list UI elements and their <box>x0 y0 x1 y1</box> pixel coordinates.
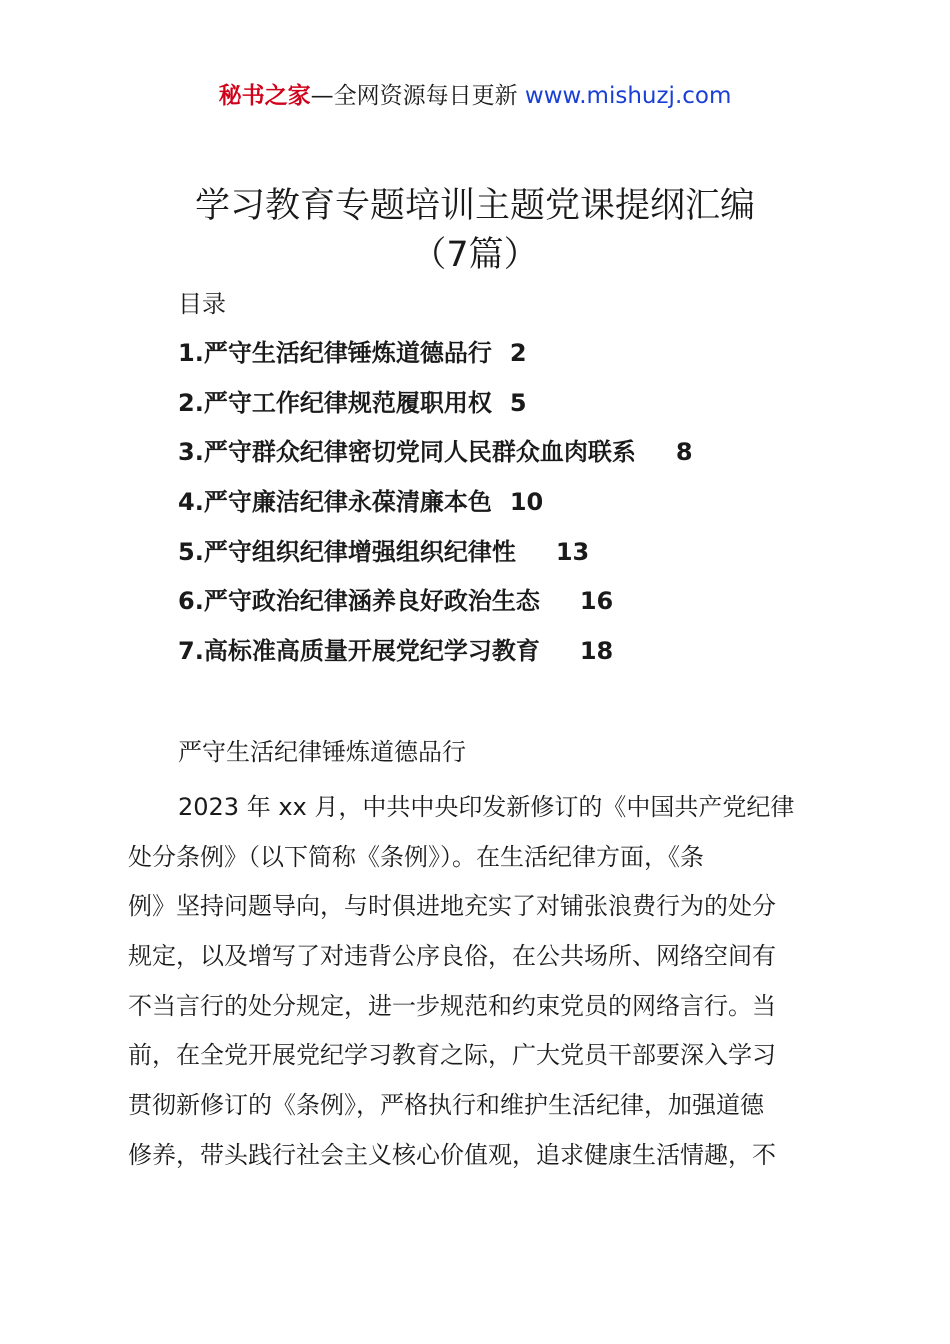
toc-item-page: 8 <box>675 438 693 467</box>
paragraph-line: 处分条例》（以下简称《条例》）。在生活纪律方面，《条 <box>128 842 704 871</box>
document-subtitle: （7篇） <box>411 235 539 275</box>
toc-item-label: 6.严守政治纪律涵养良好政治生态 <box>178 587 540 616</box>
toc-item-page: 18 <box>579 637 614 666</box>
toc-item-page: 16 <box>579 587 614 616</box>
section-title: 严守生活纪律锤炼道德品行 <box>178 738 466 766</box>
site-url-link[interactable]: www.mishuzj.com <box>524 83 732 109</box>
toc-item-label: 5.严守组织纪律增强组织纪律性 <box>178 537 516 566</box>
toc-item-4[interactable] <box>178 485 693 535</box>
toc-item-1[interactable] <box>178 336 693 386</box>
site-header <box>0 80 950 112</box>
toc-item-page: 5 <box>509 388 527 417</box>
paragraph-line: 不当言行的处分规定，进一步规范和约束党员的网络言行。当 <box>128 991 776 1020</box>
body-paragraph <box>128 783 832 1181</box>
toc-item-page: 13 <box>555 537 590 566</box>
paragraph-line: 例》坚持问题导向，与时俱进地充实了对铺张浪费行为的处分 <box>128 892 776 921</box>
paragraph-line: 前，在全党开展党纪学习教育之际，广大党员干部要深入学习 <box>128 1041 776 1070</box>
toc-item-7[interactable] <box>178 634 693 684</box>
toc-item-2[interactable] <box>178 386 693 436</box>
toc-item-6[interactable] <box>178 584 693 634</box>
paragraph-line: 2023 年 xx 月，中共中央印发新修订的《中国共产党纪律 <box>178 793 795 821</box>
toc-item-label: 1.严守生活纪律锤炼道德品行 <box>178 339 492 367</box>
toc-item-label: 4.严守廉洁纪律永葆清廉本色 <box>178 488 492 517</box>
site-tagline: —全网资源每日更新 <box>310 83 525 109</box>
toc-item-label: 7.高标准高质量开展党纪学习教育 <box>178 637 540 666</box>
site-brand[interactable]: 秘书之家 <box>218 83 311 109</box>
paragraph-line: 贯彻新修订的《条例》，严格执行和维护生活纪律，加强道德 <box>128 1091 764 1120</box>
toc-item-page: 10 <box>509 488 544 517</box>
paragraph-line: 规定，以及增写了对违背公序良俗，在公共场所、网络空间有 <box>128 942 776 971</box>
paragraph-line: 修养，带头践行社会主义核心价值观，追求健康生活情趣，不 <box>128 1140 776 1169</box>
toc-heading: 目录 <box>178 290 226 318</box>
table-of-contents <box>178 336 693 684</box>
document-title: 学习教育专题培训主题党课提纲汇编 <box>194 186 755 226</box>
toc-item-label: 3.严守群众纪律密切党同人民群众血肉联系 <box>178 438 636 467</box>
toc-item-label: 2.严守工作纪律规范履职用权 <box>178 388 492 417</box>
toc-item-3[interactable] <box>178 435 693 485</box>
toc-item-page: 2 <box>509 339 527 367</box>
toc-item-5[interactable] <box>178 535 693 585</box>
